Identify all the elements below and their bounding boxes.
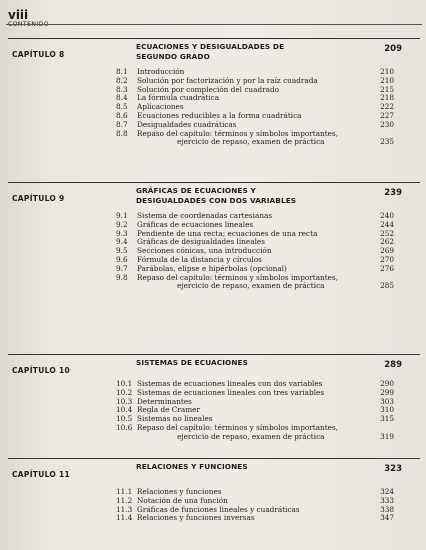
- section-title-line: Fórmula de la distancia y círculos: [137, 254, 262, 264]
- chapter-rule: [8, 354, 420, 355]
- section-number: 10.5: [116, 414, 133, 424]
- section-number: 9.4: [116, 237, 128, 247]
- section-title-line: Secciones cónicas, una introducción: [137, 246, 272, 256]
- section-entry: [0, 424, 426, 442]
- section-entry: [0, 514, 426, 523]
- section-page: 227: [380, 110, 394, 120]
- section-title-line: Ecuaciones reducibles a la forma cuadrática: [137, 110, 302, 120]
- section-page: 218: [380, 93, 394, 103]
- section-number: 10.2: [116, 387, 133, 397]
- section-number: 9.6: [116, 254, 128, 264]
- section-title-line: Solución por compleción del cuadrado: [137, 84, 280, 94]
- section-page: 252: [380, 228, 394, 238]
- section-title-line: Repaso del capítulo: términos y símbolos importantes,: [137, 128, 339, 138]
- section-page: 299: [380, 387, 394, 397]
- section-page: 310: [380, 405, 394, 415]
- section-page: 333: [380, 495, 394, 505]
- section-title-line: La fórmula cuadrática: [137, 93, 220, 103]
- section-list: [0, 380, 426, 442]
- section-number: 8.2: [116, 75, 128, 85]
- section-page: 319: [380, 431, 394, 441]
- section-page: 338: [380, 504, 394, 514]
- section-page: 276: [380, 263, 394, 273]
- section-title-line-2: ejercicio de repaso, examen de práctica: [177, 431, 325, 441]
- section-entry: [0, 406, 426, 415]
- section-number: 9.1: [116, 211, 128, 220]
- section-page: 285: [380, 281, 394, 291]
- section-title-line: Sistemas de ecuaciones lineales con dos variables: [137, 379, 323, 388]
- section-number: 10.1: [116, 379, 133, 388]
- section-title-line-2: ejercicio de repaso, examen de práctica: [177, 137, 325, 147]
- chapter-page: 239: [384, 188, 402, 198]
- section-page: 290: [380, 379, 394, 388]
- section-title-line: Notación de una función: [137, 495, 228, 505]
- section-title-line: Pendiente de una recta; ecuaciones de una recta: [137, 228, 318, 238]
- section-title-line: Gráficas de ecuaciones lineales: [137, 219, 254, 229]
- section-number: 9.5: [116, 246, 128, 256]
- section-number: 11.3: [116, 504, 133, 514]
- chapter-label: CAPÍTULO 9: [12, 194, 65, 203]
- section-number: 10.4: [116, 405, 133, 415]
- section-title: [137, 274, 367, 292]
- section-title-line: Determinantes: [137, 396, 192, 406]
- chapter-rule: [8, 38, 420, 39]
- section-title-line: Regla de Cramer: [137, 405, 200, 415]
- section-title-line: Gráficas de funciones lineales y cuadráticas: [137, 504, 300, 514]
- section-title-line: Sistema de coordenadas cartesianas: [137, 211, 273, 220]
- section-number: 9.3: [116, 228, 128, 238]
- section-title-line: Parábolas, elipse e hipérbolas (opcional): [137, 263, 287, 273]
- section-list: [0, 212, 426, 291]
- chapter-title: ECUACIONES Y DESIGUALDADES DE SEGUNDO GRADO: [136, 42, 285, 61]
- chapter-label: CAPÍTULO 11: [12, 470, 71, 479]
- section-entry: [0, 398, 426, 407]
- section-title-line: Solución por factorización y por la raíz cuadrada: [137, 75, 318, 85]
- section-number: 11.4: [116, 513, 133, 523]
- section-title-line: Desigualdades cuadráticas: [137, 119, 237, 129]
- section-page: 324: [380, 487, 394, 496]
- section-entry: [0, 274, 426, 292]
- chapter-label: CAPÍTULO 8: [12, 50, 65, 59]
- section-page: 303: [380, 396, 394, 406]
- section-number: 8.7: [116, 119, 128, 129]
- section-page: 215: [380, 84, 394, 94]
- section-page: 270: [380, 254, 394, 264]
- section-number: 8.6: [116, 110, 128, 120]
- section-title-line: Sistemas de ecuaciones lineales con tres variables: [137, 387, 325, 397]
- section-title: [137, 514, 367, 523]
- section-page: 210: [380, 67, 394, 76]
- chapter-title: RELACIONES Y FUNCIONES: [136, 462, 248, 471]
- section-page: 240: [380, 211, 394, 220]
- section-entry: [0, 389, 426, 398]
- section-number: 10.3: [116, 396, 133, 406]
- page-number: viii: [8, 8, 29, 22]
- section-number: 8.1: [116, 67, 128, 76]
- chapter-rule: [8, 458, 420, 459]
- section-list: [0, 488, 426, 523]
- section-page: 347: [380, 513, 394, 523]
- section-number: 9.7: [116, 263, 128, 273]
- section-title-line: Introducción: [137, 67, 185, 76]
- section-page: 315: [380, 414, 394, 424]
- section-page: 244: [380, 219, 394, 229]
- section-page: 269: [380, 246, 394, 256]
- section-title-line-2: ejercicio de repaso, examen de práctica: [177, 281, 325, 291]
- section-title-line: Sistemas no lineales: [137, 414, 213, 424]
- running-title: CONTENIDO: [8, 21, 49, 28]
- section-number: 9.2: [116, 219, 128, 229]
- section-number: 8.4: [116, 93, 128, 103]
- header-rule: [6, 24, 422, 25]
- section-title-line: Aplicaciones: [137, 102, 184, 112]
- section-number: 8.3: [116, 84, 128, 94]
- section-page: 222: [380, 102, 394, 112]
- chapter-page: 209: [384, 44, 402, 54]
- section-number: 8.5: [116, 102, 128, 112]
- section-page: 235: [380, 137, 394, 147]
- chapter-page: 289: [384, 360, 402, 370]
- section-number: 10.6: [116, 422, 133, 432]
- section-title-line: Gráficas de desigualdades lineales: [137, 237, 265, 247]
- section-entry: [0, 94, 426, 103]
- section-title: [137, 424, 367, 442]
- section-title-line: Repaso del capítulo: términos y símbolos importantes,: [137, 272, 339, 282]
- chapter-rule: [8, 182, 420, 183]
- section-title-line: Relaciones y funciones: [137, 487, 222, 496]
- section-entry: [0, 130, 426, 148]
- chapter-title: GRÁFICAS DE ECUACIONES Y DESIGUALDADES CON DOS VARIABLES: [136, 186, 297, 205]
- section-number: 11.2: [116, 495, 133, 505]
- section-page: 210: [380, 75, 394, 85]
- section-number: 9.8: [116, 272, 128, 282]
- chapter-title: SISTEMAS DE ECUACIONES: [136, 358, 248, 367]
- section-title: [137, 130, 367, 148]
- section-page: 230: [380, 119, 394, 129]
- chapter-label: CAPÍTULO 10: [12, 366, 71, 375]
- section-number: 8.8: [116, 128, 128, 138]
- section-page: 262: [380, 237, 394, 247]
- chapter-page: 323: [384, 464, 402, 474]
- section-title-line: Repaso del capítulo: términos y símbolos importantes,: [137, 422, 339, 432]
- section-number: 11.1: [116, 487, 133, 496]
- section-list: [0, 68, 426, 147]
- section-title-line: Relaciones y funciones inversas: [137, 513, 255, 523]
